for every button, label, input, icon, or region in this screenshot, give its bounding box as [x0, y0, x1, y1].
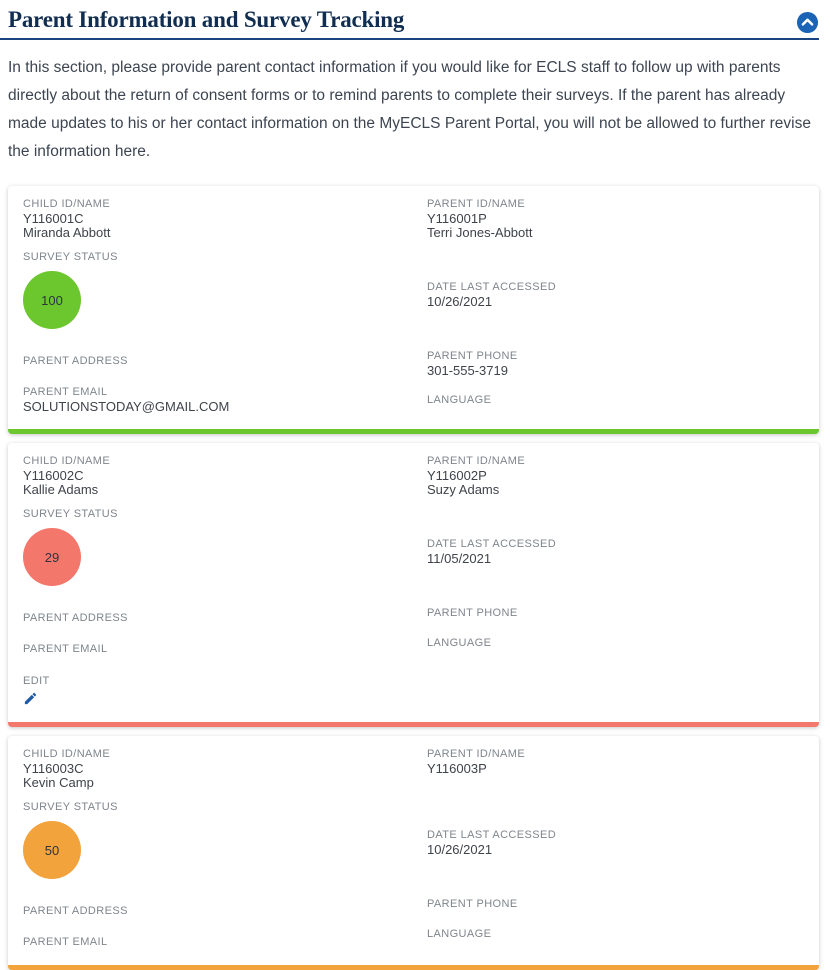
parent-email-value: SOLUTIONSTODAY@GMAIL.COM [23, 399, 230, 414]
section-header [0, 0, 819, 40]
parent-name-value: Suzy Adams [427, 482, 500, 497]
parent-address-label: PARENT ADDRESS [23, 612, 128, 624]
survey-status-circle [23, 528, 81, 586]
survey-status-value: 100 [41, 292, 63, 308]
parent-email-label: PARENT EMAIL [23, 936, 108, 948]
parent-phone-value: 301-555-3719 [427, 363, 508, 378]
date-last-accessed-value: 10/26/2021 [427, 294, 493, 309]
parent-phone-label: PARENT PHONE [427, 350, 518, 362]
survey-status-circle [23, 271, 81, 329]
language-field [427, 637, 804, 650]
participant-cards [0, 186, 830, 970]
parent-id-name-field [427, 198, 804, 239]
child-id-value: Y116002C [23, 468, 84, 483]
date-last-accessed-label: DATE LAST ACCESSED [427, 281, 557, 293]
survey-status-label: SURVEY STATUS [23, 508, 118, 520]
parent-id-label: PARENT ID/NAME [427, 748, 526, 760]
parent-phone-field [427, 607, 804, 620]
date-last-accessed-value: 10/26/2021 [427, 842, 493, 857]
child-id-value: Y116001C [23, 211, 84, 226]
date-last-accessed-field [427, 538, 804, 565]
language-field [427, 928, 804, 941]
parent-address-field [23, 355, 427, 368]
child-name-value: Kevin Camp [23, 775, 94, 790]
edit-label: EDIT [23, 675, 50, 687]
parent-id-value: Y116001P [427, 211, 487, 226]
parent-id-label: PARENT ID/NAME [427, 455, 526, 467]
date-last-accessed-value: 11/05/2021 [427, 551, 492, 566]
parent-id-value: Y116002P [427, 468, 487, 483]
parent-id-label: PARENT ID/NAME [427, 198, 526, 210]
child-id-label: CHILD ID/NAME [23, 198, 111, 210]
child-id-name-field [23, 455, 427, 496]
parent-name-value: Terri Jones-Abbott [427, 225, 533, 240]
survey-status-value: 50 [44, 842, 60, 858]
parent-email-field [23, 643, 427, 656]
language-field [427, 394, 804, 407]
parent-phone-field [427, 898, 804, 911]
participant-card [8, 186, 819, 434]
date-last-accessed-label: DATE LAST ACCESSED [427, 538, 557, 550]
survey-status-label: SURVEY STATUS [23, 801, 118, 813]
parent-email-field [23, 936, 427, 949]
parent-address-label: PARENT ADDRESS [23, 905, 128, 917]
child-name-value: Miranda Abbott [23, 225, 111, 240]
page-title: Parent Information and Survey Tracking [8, 7, 405, 32]
intro-text: In this section, please provide parent contact information if you would like for ECLS staff to follow up with parents directly about the return of consent forms or to remind parents to complete their surveys. If the parent has already made updates to his or her contact information on the MyECLS Parent Portal, you will not be allowed to further revise the information here. [8, 59, 811, 160]
parent-address-field [23, 612, 427, 625]
language-label: LANGUAGE [427, 637, 492, 649]
survey-status-label: SURVEY STATUS [23, 251, 118, 263]
survey-status-value: 29 [44, 549, 60, 565]
child-id-label: CHILD ID/NAME [23, 748, 111, 760]
child-name-value: Kallie Adams [23, 482, 99, 497]
language-label: LANGUAGE [427, 928, 492, 940]
chevron-up-icon [796, 11, 819, 34]
parent-email-label: PARENT EMAIL [23, 643, 108, 655]
parent-id-name-field [427, 455, 804, 496]
participant-card [8, 443, 819, 727]
edit-pencil-icon[interactable] [23, 691, 50, 706]
child-id-label: CHILD ID/NAME [23, 455, 111, 467]
survey-status-circle [23, 821, 81, 879]
participant-card [8, 736, 819, 970]
parent-email-label: PARENT EMAIL [23, 386, 108, 398]
language-label: LANGUAGE [427, 394, 492, 406]
date-last-accessed-field [427, 829, 804, 856]
parent-address-field [23, 905, 427, 918]
edit-control[interactable] [23, 675, 50, 706]
parent-phone-field [427, 350, 804, 377]
child-id-value: Y116003C [23, 761, 84, 776]
parent-phone-label: PARENT PHONE [427, 607, 518, 619]
parent-id-value: Y116003P [427, 761, 487, 776]
parent-id-name-field [427, 748, 804, 775]
child-id-name-field [23, 748, 427, 789]
child-id-name-field [23, 198, 427, 239]
parent-phone-label: PARENT PHONE [427, 898, 518, 910]
parent-email-field [23, 386, 427, 413]
date-last-accessed-label: DATE LAST ACCESSED [427, 829, 557, 841]
parent-address-label: PARENT ADDRESS [23, 355, 128, 367]
collapse-section-button[interactable] [796, 11, 819, 34]
date-last-accessed-field [427, 281, 804, 308]
